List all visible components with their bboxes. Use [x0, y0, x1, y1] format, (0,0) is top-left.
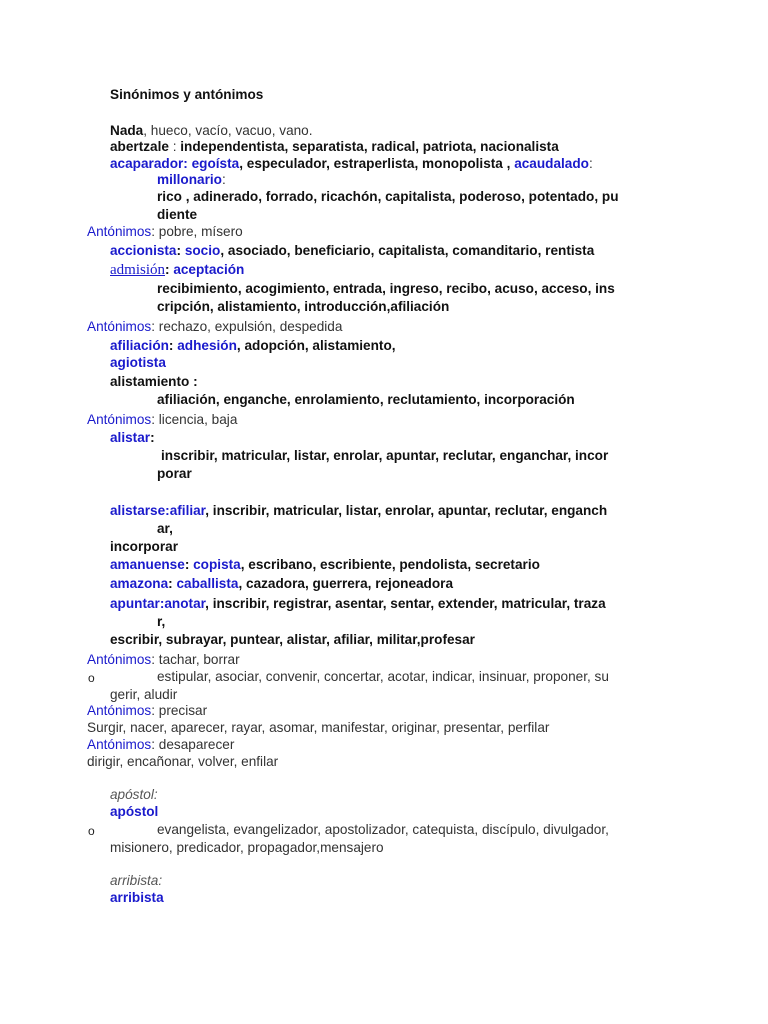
antonyms-label: Antónimos: [87, 652, 152, 667]
headword-link[interactable]: millonario: [157, 172, 222, 187]
entry-label-italic: arribista:: [110, 873, 163, 888]
synonym-line: ar,: [157, 521, 173, 536]
list-bullet: o: [88, 671, 95, 685]
entry-amazona: amazona: caballista, cazadora, guerrera, rejoneadora: [110, 576, 454, 591]
headword-link[interactable]: alistar: [110, 430, 151, 445]
entry-admision: admisión: aceptación: [110, 262, 245, 278]
synonym-line: estipular, asociar, convenir, concertar, acotar, indicar, insinuar, proponer, su: [157, 669, 609, 684]
synonyms: , especulador, estraperlista, monopolista ,: [239, 156, 515, 171]
synonym-line: gerir, aludir: [110, 687, 178, 702]
antonyms-label: Antónimos: [87, 737, 152, 752]
synonym-link[interactable]: adhesión: [177, 338, 237, 353]
antonyms-values: : desaparecer: [151, 737, 235, 752]
synonym-line: afiliación, enganche, enrolamiento, reclutamiento, incorporación: [157, 392, 575, 407]
list-bullet: o: [88, 824, 95, 838]
synonym-line: escribir, subrayar, puntear, alistar, afiliar, militar,profesar: [110, 632, 475, 647]
antonyms-values: : licencia, baja: [151, 412, 238, 427]
headword-link-apostol[interactable]: apóstol: [110, 804, 159, 819]
page-title: Sinónimos y antónimos: [110, 87, 264, 102]
antonyms-values: : rechazo, expulsión, despedida: [151, 319, 343, 334]
synonym-line: r,: [157, 614, 166, 629]
antonyms-label: Antónimos: [87, 412, 152, 427]
synonym-link[interactable]: aceptación: [173, 262, 245, 277]
synonyms: , adopción, alistamiento,: [236, 338, 396, 353]
synonym-line: rico , adinerado, forrado, ricachón, capitalista, poderoso, potentado, pu: [157, 189, 619, 204]
antonyms-line: [87, 223, 243, 240]
entry-label-italic: apóstol:: [110, 787, 158, 802]
synonym-link[interactable]: caballista: [176, 576, 239, 591]
synonyms: , escribano, escribiente, pendolista, secretario: [240, 557, 540, 572]
entry-amanuense: amanuense: copista, escribano, escribiente, pendolista, secretario: [110, 557, 540, 572]
headword-link[interactable]: accionista: [110, 243, 177, 258]
entry-alistar: [110, 429, 155, 446]
headword-link[interactable]: amanuense: [110, 557, 185, 572]
antonyms-line: [87, 411, 237, 428]
entry-alistarse: [110, 502, 607, 519]
synonyms: , inscribir, matricular, listar, enrolar, apuntar, reclutar, enganch: [205, 503, 608, 518]
synonym-line: porar: [157, 466, 192, 481]
entry-afiliacion: afiliación: adhesión, adopción, alistamiento,: [110, 338, 396, 353]
synonym-line: dirigir, encañonar, volver, enfilar: [87, 754, 279, 769]
entry-apuntar: [110, 595, 606, 612]
colon: :: [221, 172, 226, 187]
synonym-link[interactable]: egoísta: [191, 156, 240, 171]
entry-nada: [110, 122, 313, 139]
headword: Nada: [110, 123, 144, 138]
synonym-link[interactable]: copista: [193, 557, 241, 572]
headword-link[interactable]: acaparador:: [110, 156, 188, 171]
headword-link[interactable]: alistarse:: [110, 503, 170, 518]
antonyms-label: Antónimos: [87, 224, 152, 239]
synonym-line: Surgir, nacer, aparecer, rayar, asomar, manifestar, originar, presentar, perfilar: [87, 720, 550, 735]
synonyms: , cazadora, guerrera, rejoneadora: [238, 576, 454, 591]
synonym-link[interactable]: socio: [184, 243, 221, 258]
colon: :: [588, 156, 593, 171]
headword-link[interactable]: amazona: [110, 576, 169, 591]
headword-link-arribista[interactable]: arribista: [110, 890, 164, 905]
entry-millonario: [157, 171, 226, 188]
colon: :: [150, 430, 155, 445]
synonym-line: recibimiento, acogimiento, entrada, ingreso, recibo, acuso, acceso, ins: [157, 281, 615, 296]
antonyms-line: [87, 651, 240, 668]
antonyms-values: : precisar: [151, 703, 208, 718]
antonyms-line: [87, 736, 234, 753]
antonyms-label: Antónimos: [87, 703, 152, 718]
entry-abertzale: [110, 138, 559, 155]
synonyms: , hueco, vacío, vacuo, vano.: [143, 123, 313, 138]
entry-alistamiento: alistamiento :: [110, 374, 198, 389]
headword-link[interactable]: afiliación: [110, 338, 169, 353]
synonyms: , inscribir, registrar, asentar, sentar, extender, matricular, traza: [205, 596, 606, 611]
synonym-line: inscribir, matricular, listar, enrolar, apuntar, reclutar, enganchar, incor: [161, 448, 609, 463]
synonym-line: cripción, alistamiento, introducción,afiliación: [157, 299, 450, 314]
synonym-link[interactable]: anotar: [164, 596, 206, 611]
separator: :: [168, 139, 181, 154]
synonyms: , asociado, beneficiario, capitalista, comanditario, rentista: [220, 243, 595, 258]
synonyms: independentista, separatista, radical, patriota, nacionalista: [180, 139, 559, 154]
synonym-line: incorporar: [110, 539, 178, 554]
antonyms-values: : pobre, mísero: [151, 224, 243, 239]
antonyms-line: [87, 318, 342, 335]
antonyms-line: [87, 702, 207, 719]
antonyms-label: Antónimos: [87, 319, 152, 334]
headword-link-agiotista[interactable]: agiotista: [110, 355, 166, 370]
antonyms-values: : tachar, borrar: [151, 652, 240, 667]
synonym-line: diente: [157, 207, 198, 222]
synonym-line: misionero, predicador, propagador,mensajero: [110, 840, 384, 855]
synonym-link[interactable]: acaudalado: [514, 156, 589, 171]
synonym-line: evangelista, evangelizador, apostolizador, catequista, discípulo, divulgador,: [157, 822, 609, 837]
synonym-link[interactable]: afiliar: [169, 503, 206, 518]
entry-acaparador: [110, 155, 593, 172]
headword-link[interactable]: apuntar:: [110, 596, 165, 611]
headword-link[interactable]: admisión: [110, 262, 165, 278]
headword: abertzale: [110, 139, 169, 154]
entry-accionista: accionista: socio, asociado, beneficiario, capitalista, comanditario, rentista: [110, 243, 595, 258]
